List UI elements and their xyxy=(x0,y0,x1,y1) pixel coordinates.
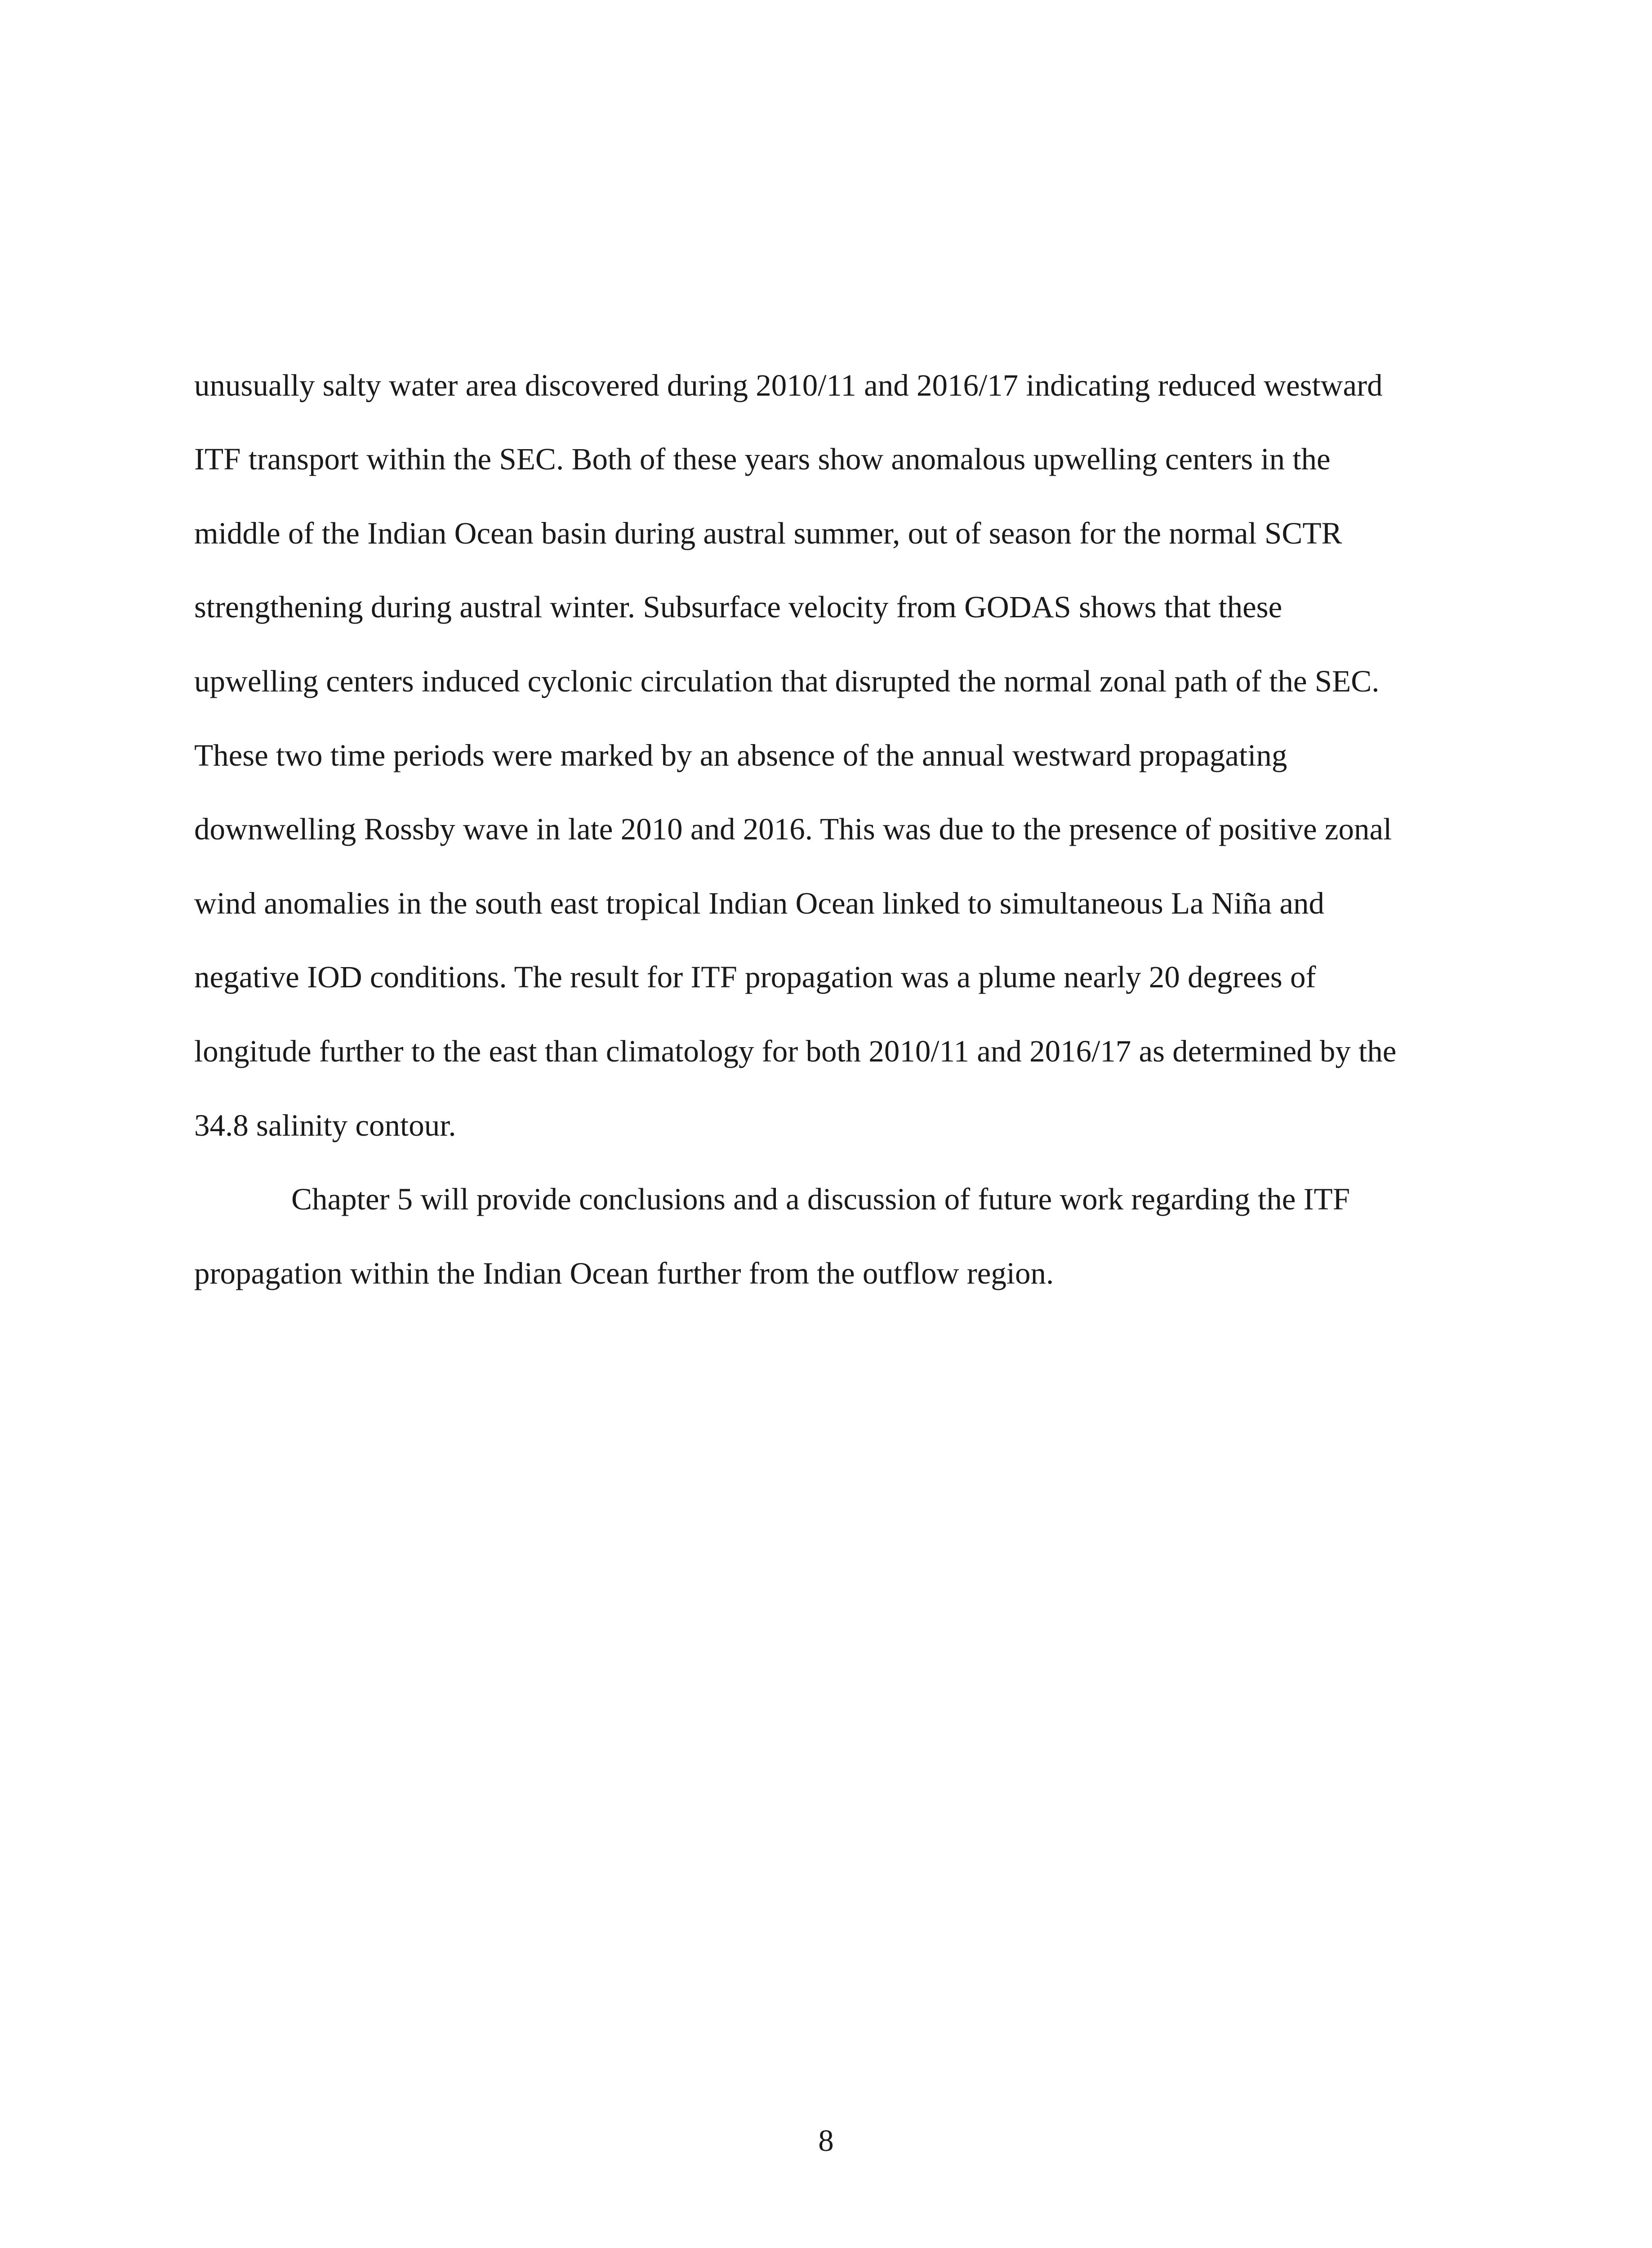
text-line: Chapter 5 will provide conclusions and a discussion of future work regarding the ITF xyxy=(291,1182,1350,1216)
text-line: upwelling centers induced cyclonic circulation that disrupted the normal zonal path of the SEC. xyxy=(194,664,1380,698)
page-number: 8 xyxy=(818,2123,834,2158)
text-line: These two time periods were marked by an absence of the annual westward propagating xyxy=(194,738,1287,772)
text-line: middle of the Indian Ocean basin during austral summer, out of season for the normal SCTR xyxy=(194,516,1342,550)
text-line: 34.8 salinity contour. xyxy=(194,1108,456,1142)
text-line: negative IOD conditions. The result for ITF propagation was a plume nearly 20 degrees of xyxy=(194,960,1316,994)
text-line: downwelling Rossby wave in late 2010 and 2016. This was due to the presence of positive zonal xyxy=(194,812,1392,846)
text-line: longitude further to the east than climatology for both 2010/11 and 2016/17 as determined by the xyxy=(194,1034,1397,1068)
text-line: propagation within the Indian Ocean further from the outflow region. xyxy=(194,1256,1054,1290)
text-line: ITF transport within the SEC. Both of these years show anomalous upwelling centers in the xyxy=(194,442,1331,476)
text-line: strengthening during austral winter. Subsurface velocity from GODAS shows that these xyxy=(194,590,1282,624)
text-line: wind anomalies in the south east tropical Indian Ocean linked to simultaneous La Niña and xyxy=(194,886,1325,920)
text-line: unusually salty water area discovered during 2010/11 and 2016/17 indicating reduced westward xyxy=(194,368,1383,402)
